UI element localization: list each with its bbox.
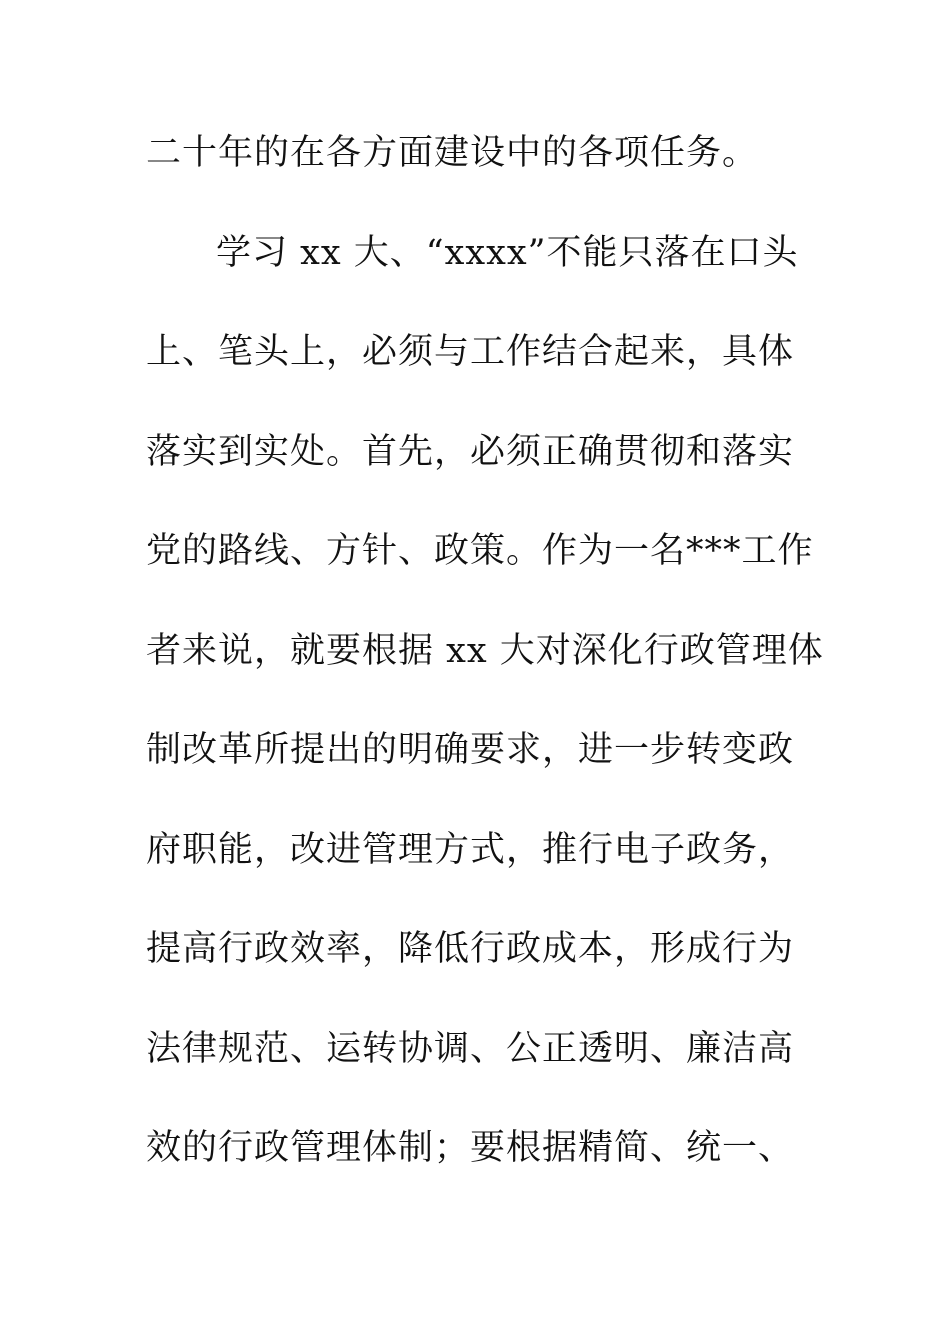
text-line: 制改革所提出的明确要求，进一步转变政 [146, 730, 795, 770]
body-text [146, 122, 824, 1217]
text-line: 法律规范、运转协调、公正透明、廉洁高 [146, 1028, 795, 1069]
text-line: 效的行政管理体制；要根据精简、统一、 [146, 1128, 795, 1168]
text-line: 二十年的在各方面建设中的各项任务。 [146, 133, 759, 173]
text-line: 者来说，就要根据 xx 大对深化行政管理体 [146, 630, 824, 671]
text-line: 党的路线、方针、政策。作为一名***工作 [146, 531, 814, 571]
paragraph-start-line: 学习 xx 大、“xxxx”不能只落在口头 [216, 232, 799, 273]
text-line: 上、笔头上，必须与工作结合起来，具体 [146, 332, 795, 372]
text-line: 落实到实处。首先，必须正确贯彻和落实 [146, 431, 795, 472]
text-line: 府职能，改进管理方式，推行电子政务， [146, 829, 795, 870]
text-line: 提高行政效率，降低行政成本，形成行为 [146, 929, 795, 969]
